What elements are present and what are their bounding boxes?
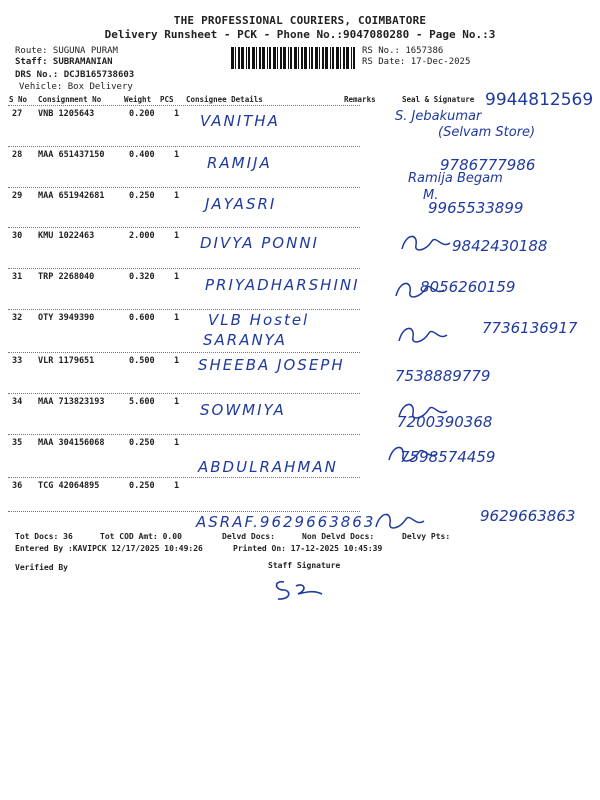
non-delivered-docs: Non Delvd Docs: <box>302 532 375 541</box>
row-divider <box>8 187 360 188</box>
row-pcs: 1 <box>174 191 180 201</box>
barcode-bar <box>269 47 271 69</box>
row-divider <box>8 393 360 394</box>
barcode-bar <box>343 47 345 69</box>
printed-on: Printed On: 17-12-2025 10:45:39 <box>233 544 383 553</box>
barcode-bar <box>304 47 307 69</box>
drs-label: DRS No.: DCJB165738603 <box>15 70 135 80</box>
consignee-name-handwritten: ABDULRAHMAN <box>198 458 338 476</box>
verified-by: Verified By <box>15 563 68 572</box>
row-weight: 5.600 <box>129 397 155 407</box>
consignee-name-handwritten: DIVYA PONNI <box>200 234 319 252</box>
runsheet-title: THE PROFESSIONAL COURIERS, COIMBATORE <box>173 14 427 27</box>
barcode-bar <box>267 47 268 69</box>
handwritten-phone: 7200390368 <box>397 413 493 431</box>
row-consignment: TCG 42064895 <box>38 481 100 491</box>
col-pcs: PCS <box>160 95 174 104</box>
row-weight: 0.250 <box>129 438 155 448</box>
row-divider <box>8 511 360 512</box>
barcode-bar <box>332 47 334 69</box>
staff-signature-mark <box>270 574 330 604</box>
barcode-bar <box>336 47 339 69</box>
consignee-name-handwritten-2: SARANYA <box>203 331 287 349</box>
consignee-name-handwritten: SOWMIYA <box>200 401 286 419</box>
row-pcs: 1 <box>174 150 180 160</box>
col-remarks: Remarks <box>344 95 376 104</box>
total-docs: Tot Docs: 36 <box>15 532 73 541</box>
handwritten-phone: 9629663863 <box>480 507 576 525</box>
row-consignment: KMU 1022463 <box>38 231 95 241</box>
barcode-bar <box>241 47 244 69</box>
row-pcs: 1 <box>174 356 180 366</box>
signature-scribble <box>395 321 455 349</box>
row-divider <box>8 146 360 147</box>
row-consignment: OTY 3949390 <box>38 313 95 323</box>
handwritten-phone: 7598574459 <box>400 448 496 466</box>
barcode <box>231 47 358 69</box>
row-sno: 36 <box>12 481 23 491</box>
handwritten-phone: 9965533899 <box>428 199 524 217</box>
staff-label: Staff: SUBRAMANIAN <box>15 57 113 67</box>
row-pcs: 1 <box>174 109 180 119</box>
row-pcs: 1 <box>174 438 180 448</box>
barcode-bar <box>238 47 240 69</box>
barcode-bar <box>288 47 289 69</box>
barcode-bar <box>322 47 324 69</box>
rs-date: RS Date: 17-Dec-2025 <box>362 57 471 67</box>
row-consignment: MAA 713823193 <box>38 397 105 407</box>
delivery-points: Delvy Pts: <box>402 532 451 541</box>
barcode-bar <box>273 47 276 69</box>
row-divider <box>8 227 360 228</box>
signature-scribble <box>372 507 432 535</box>
vehicle-label: Vehicle: Box Delivery <box>19 82 133 92</box>
barcode-bar <box>280 47 282 69</box>
col-sno: S No <box>9 95 28 104</box>
row-weight: 0.400 <box>129 150 155 160</box>
row-consignment: MAA 651942681 <box>38 191 105 201</box>
consignee-name-handwritten: SHEEBA JOSEPH <box>198 356 345 374</box>
col-consignee: Consignee Details <box>186 95 263 104</box>
barcode-bar <box>262 47 265 69</box>
consignee-name-handwritten: JAYASRI <box>205 195 277 213</box>
barcode-bar <box>309 47 310 69</box>
barcode-bar <box>248 47 250 69</box>
barcode-bar <box>319 47 320 69</box>
barcode-bar <box>330 47 331 69</box>
header-divider <box>8 105 360 106</box>
handwritten-phone: 8056260159 <box>420 278 516 296</box>
barcode-bar <box>231 47 234 69</box>
col-consignment: Consignment No <box>38 95 102 104</box>
row-weight: 0.320 <box>129 272 155 282</box>
delivered-docs: Delvd Docs: <box>222 532 275 541</box>
barcode-bar <box>252 47 255 69</box>
row-divider <box>8 477 360 478</box>
consignee-name-handwritten: ASRAF.9629663863 <box>196 513 376 531</box>
row-sno: 30 <box>12 231 23 241</box>
barcode-bar <box>277 47 278 69</box>
row-weight: 0.250 <box>129 191 155 201</box>
row-sno: 34 <box>12 397 23 407</box>
barcode-bar <box>259 47 261 69</box>
handwritten-phone: 7538889779 <box>395 367 491 385</box>
signature-scribble <box>398 229 458 257</box>
row-pcs: 1 <box>174 481 180 491</box>
consignee-name-handwritten: RAMIJA <box>207 154 272 172</box>
barcode-bar <box>301 47 303 69</box>
barcode-bar <box>315 47 318 69</box>
row-consignment: MAA 304156068 <box>38 438 105 448</box>
row-consignment: VLR 1179651 <box>38 356 95 366</box>
consignee-name-handwritten: VLB Hostel <box>208 311 310 329</box>
row-pcs: 1 <box>174 231 180 241</box>
consignee-name-handwritten: PRIYADHARSHINI <box>205 276 360 294</box>
barcode-bar <box>256 47 257 69</box>
row-divider <box>8 309 360 310</box>
row-divider <box>8 268 360 269</box>
row-sno: 27 <box>12 109 23 119</box>
col-seal-signature: Seal & Signature <box>402 95 475 104</box>
barcode-bar <box>294 47 297 69</box>
barcode-bar <box>290 47 292 69</box>
row-sno: 32 <box>12 313 23 323</box>
entered-by: Entered By :KAVIPCK 12/17/2025 10:49:26 <box>15 544 203 553</box>
route-label: Route: SUGUNA PURAM <box>15 46 118 56</box>
handwritten-phone: 7736136917 <box>482 319 578 337</box>
runsheet-subtitle: Delivery Runsheet - PCK - Phone No.:9047080280 - Page No.:3 <box>104 28 496 41</box>
barcode-bar <box>351 47 352 69</box>
row-weight: 2.000 <box>129 231 155 241</box>
row-divider <box>8 352 360 353</box>
staff-signature-label: Staff Signature <box>268 561 341 570</box>
handwritten-signature-note: (Selvam Store) <box>438 125 536 140</box>
signature-scribble <box>395 397 455 425</box>
row-sno: 29 <box>12 191 23 201</box>
handwritten-phone-header: 9944812569 <box>485 90 594 110</box>
row-sno: 28 <box>12 150 23 160</box>
handwritten-phone: 9786777986 <box>440 156 536 174</box>
total-cod: Tot COD Amt: 0.00 <box>100 532 182 541</box>
barcode-bar <box>283 47 286 69</box>
rs-number: RS No.: 1657386 <box>362 46 444 56</box>
signature-scribble <box>392 276 452 304</box>
row-sno: 33 <box>12 356 23 366</box>
row-weight: 0.250 <box>129 481 155 491</box>
row-pcs: 1 <box>174 313 180 323</box>
handwritten-signature: M. <box>423 188 439 203</box>
handwritten-signature: S. Jebakumar <box>395 109 482 124</box>
barcode-bar <box>298 47 299 69</box>
handwritten-signature: Ramija Begam <box>408 171 503 186</box>
handwritten-phone: 9842430188 <box>452 237 548 255</box>
signature-scribble <box>385 440 445 468</box>
barcode-bar <box>340 47 341 69</box>
row-consignment: VNB 1205643 <box>38 109 95 119</box>
barcode-bar <box>346 47 349 69</box>
consignee-name-handwritten: VANITHA <box>200 112 280 130</box>
row-weight: 0.500 <box>129 356 155 366</box>
row-weight: 0.600 <box>129 313 155 323</box>
barcode-bar <box>246 47 247 69</box>
barcode-bar <box>353 47 355 69</box>
row-divider <box>8 434 360 435</box>
row-weight: 0.200 <box>129 109 155 119</box>
barcode-bar <box>325 47 328 69</box>
col-weight: Weight <box>124 95 152 104</box>
row-pcs: 1 <box>174 397 180 407</box>
row-consignment: TRP 2268040 <box>38 272 95 282</box>
barcode-bar <box>311 47 313 69</box>
row-pcs: 1 <box>174 272 180 282</box>
barcode-bar <box>235 47 236 69</box>
row-consignment: MAA 651437150 <box>38 150 105 160</box>
row-sno: 31 <box>12 272 23 282</box>
row-sno: 35 <box>12 438 23 448</box>
